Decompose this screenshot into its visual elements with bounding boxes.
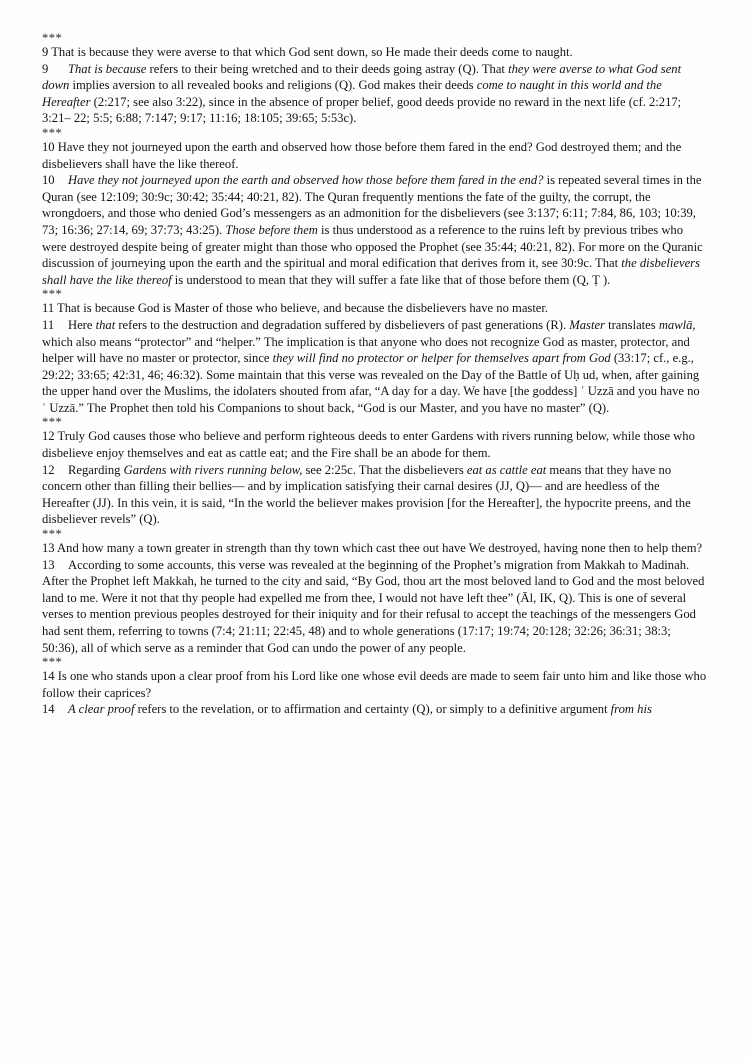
section-divider: *** xyxy=(42,287,63,302)
section-divider: *** xyxy=(42,415,63,430)
page-content xyxy=(42,32,707,718)
section-divider: *** xyxy=(42,655,63,670)
commentary-12: 12 Regarding Gardens with rivers running below, see 2:25c. That the disbelievers eat as cattle eat means that they have no concern other than filling their bellies— and by implication satisfying their carnal desires (JJ, Q)— and are heedless of the Hereafter (JJ). In this vein, it is said, “In the world the believer makes provision [for the Hereafter], the hypocrite preens, and the disbeliever revels” (Q). xyxy=(42,462,691,527)
verse-translation-14: 14 Is one who stands upon a clear proof from his Lord like one whose evil deeds are made to seem fair unto him and like those who follow their caprices? xyxy=(42,669,707,700)
commentary-number-13: 13 xyxy=(42,557,55,572)
verse-translation-13: 13 And how many a town greater in strength than thy town which cast thee out have We destroyed, having none then to help them? xyxy=(42,541,703,556)
commentary-number-12: 12 xyxy=(42,462,55,477)
commentary-number-14: 14 xyxy=(42,702,55,717)
verse-translation-9: 9 That is because they were averse to that which God sent down, so He made their deeds come to naught. xyxy=(42,45,573,59)
commentary-number-9: 9 xyxy=(42,61,49,76)
commentary-11: 11 Here that refers to the destruction and degradation suffered by disbelievers of past generations (R). Master translates mawlā, which also means “protector” and “helper.” The implication is that anyone who does not recognize God as master, protector, and helper will have no master or protector, since they will find no protector or helper for themselves apart from God (33:17; cf., e.g., 29:22; 33:65; 42:31, 46; 46:32). Some maintain that this verse was revealed on the Day of the Battle of Uḥ ud, when, after gaining the upper hand over the Muslims, the idolaters shouted from afar, “A day for a day. We have [the goddess] ʿ Uzzā and you have no ʿ Uzzā.” The Prophet then told his Companions to shout back, “God is our Master, and you have no master” (Q). xyxy=(42,317,700,415)
section-divider: *** xyxy=(42,125,63,140)
verse-translation-11: 11 That is because God is Master of those who believe, and because the disbelievers have no master. xyxy=(42,301,549,316)
section-divider: *** xyxy=(42,31,63,45)
verse-translation-12: 12 Truly God causes those who believe and perform righteous deeds to enter Gardens with rivers running below, while those who disbelieve enjoy themselves and eat as cattle eat; and the Fire shall be an abode for them. xyxy=(42,429,695,461)
commentary-9: 9 That is because refers to their being wretched and to their deeds going astray (Q). That they were averse to what God sent down implies aversion to all revealed books and religions (Q). God makes their deeds come to naught in this world and the Hereafter (2:217; see also 3:22), since in the absence of proper belief, good deeds provide no reward in the next life (cf. 2:217; 3:21– 22; 5:5; 6:88; 7:147; 9:17; 11:16; 18:105; 39:65; 5:53c). xyxy=(42,61,682,126)
section-divider: *** xyxy=(42,527,63,542)
commentary-10: 10 Have they not journeyed upon the earth and observed how those before them fared in the end? is repeated several times in the Quran (see 12:109; 30:9c; 30:42; 35:44; 40:21, 82). The Quran frequently mentions the fate of the guilty, the corrupt, the wrongdoers, and those who denied God’s messengers as an admonition for the disbelievers (see 3:137; 6:11; 7:84, 86, 103; 10:39, 73; 16:36; 27:14, 69; 37:73; 43:25). Those before them is thus understood as a reference to the ruins left by previous tribes who were destroyed despite being of greater might than those who opposed the Prophet (see 35:44; 40:21, 82). For more on the Quranic discussion of journeying upon the earth and the spiritual and moral edification that derives from it, see 30:9c. That the disbelievers shall have the like thereof is understood to mean that they will suffer a fate like that of those before them (Q, Ṭ ). xyxy=(42,173,703,287)
commentary-number-10: 10 xyxy=(42,173,55,188)
verse-translation-10: 10 Have they not journeyed upon the earth and observed how those before them fared in the end? God destroyed them; and the disbelievers shall have the like thereof. xyxy=(42,139,682,171)
commentary-number-11: 11 xyxy=(42,317,55,332)
commentary-13: 13 According to some accounts, this verse was revealed at the beginning of the Prophet’s migration from Makkah to Madinah. After the Prophet left Makkah, he turned to the city and said, “By God, thou art the most beloved land to God and the most beloved land to me. Were it not that thy people had expelled me from thee, I would not have left thee” (Āl, IK, Q). This is one of several verses to mention previous peoples destroyed for their iniquity and for their refusal to accept the teachings of the messengers God had sent them, referring to towns (7:4; 21:11; 22:45, 48) and to whole generations (17:17; 19:74; 20:128; 32:26; 36:31; 38:3; 50:36), all of which serve as a reminder that God can undo the power of any people. xyxy=(42,557,705,655)
commentary-14: 14 A clear proof refers to the revelation, or to affirmation and certainty (Q), or simply to a definitive argument from his xyxy=(42,702,652,717)
